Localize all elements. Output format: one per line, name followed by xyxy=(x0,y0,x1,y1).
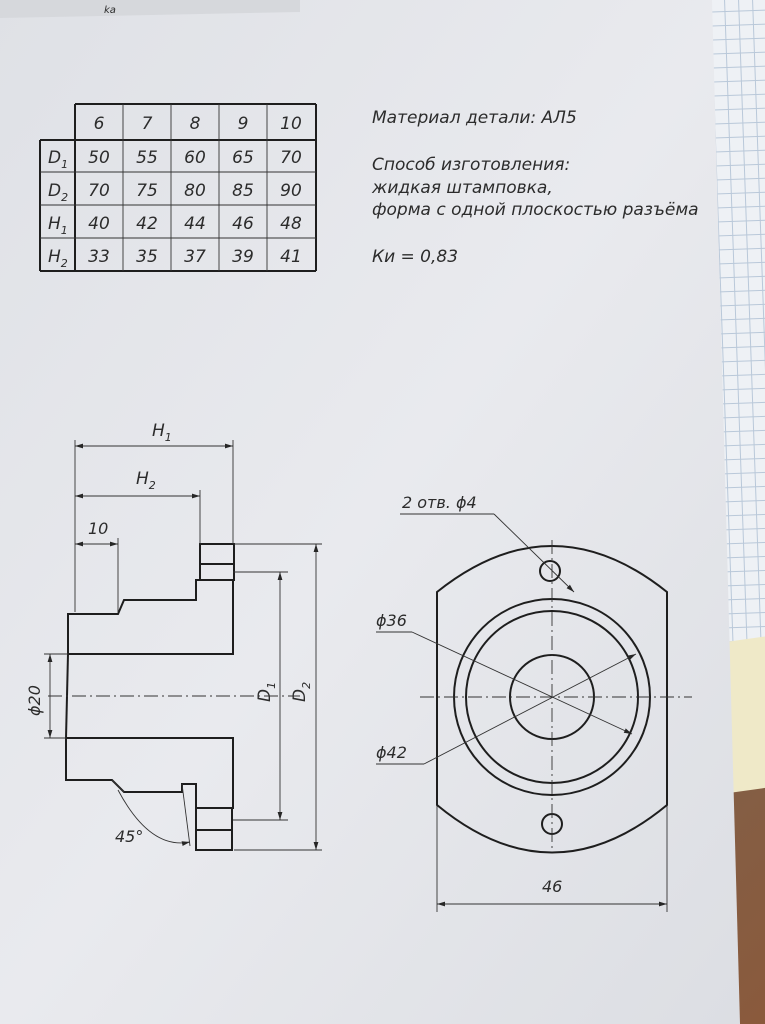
corner-mark: ka xyxy=(104,5,116,16)
table-col-header: 7 xyxy=(141,114,153,134)
dim-holes-label: 2 отв. ϕ4 xyxy=(402,493,477,512)
table-row-label: $D_1$ xyxy=(48,148,69,171)
method-title: Способ изготовления: xyxy=(372,155,571,175)
table-cell: 85 xyxy=(232,181,254,201)
table-col-header: 10 xyxy=(280,114,302,134)
table-cell: 39 xyxy=(232,247,254,267)
table-row-label: $D_2$ xyxy=(48,181,69,204)
coefficient-note: Ки = 0,83 xyxy=(372,247,459,267)
dim-width-label: 46 xyxy=(542,877,563,896)
method-line-2: форма с одной плоскостью разъёма xyxy=(372,200,699,220)
material-note: Материал детали: АЛ5 xyxy=(372,108,577,128)
table-cell: 37 xyxy=(184,247,206,267)
table-cell: 80 xyxy=(184,181,206,201)
table-cell: 48 xyxy=(280,214,302,234)
table-col-header: 6 xyxy=(93,114,105,134)
table-cell: 33 xyxy=(88,247,110,267)
method-line-1: жидкая штамповка, xyxy=(372,178,553,198)
dim-h2-label: $H_2$ xyxy=(136,469,156,492)
table-cell: 75 xyxy=(136,181,158,201)
dim-10-label: 10 xyxy=(88,519,109,538)
dim-phi42-label: ϕ42 xyxy=(376,743,407,762)
table-cell: 90 xyxy=(280,181,302,201)
table-cell: 42 xyxy=(136,214,158,234)
table-cell: 60 xyxy=(184,148,206,168)
table-row-label: $H_1$ xyxy=(48,214,68,237)
table-cell: 70 xyxy=(280,148,302,168)
table-row-label: $H_2$ xyxy=(48,247,68,270)
dim-d2-label: $D_2$ xyxy=(290,681,313,702)
table-cell: 44 xyxy=(184,214,206,234)
dim-d1-label: $D_1$ xyxy=(255,681,278,702)
table-cell: 35 xyxy=(136,247,158,267)
table-cell: 40 xyxy=(88,214,110,234)
dim-angle-label: 45° xyxy=(115,827,144,846)
table-cell: 46 xyxy=(232,214,254,234)
table-col-header: 9 xyxy=(237,114,249,134)
table-cell: 41 xyxy=(280,247,302,267)
table-cell: 70 xyxy=(88,181,110,201)
dim-phi20-label: ϕ20 xyxy=(25,685,44,716)
table-cell: 55 xyxy=(136,148,158,168)
dim-h1-label: $H_1$ xyxy=(152,421,172,444)
dim-phi36-label: ϕ36 xyxy=(376,611,407,630)
table-col-header: 8 xyxy=(189,114,201,134)
table-cell: 50 xyxy=(88,148,110,168)
table-cell: 65 xyxy=(232,148,254,168)
